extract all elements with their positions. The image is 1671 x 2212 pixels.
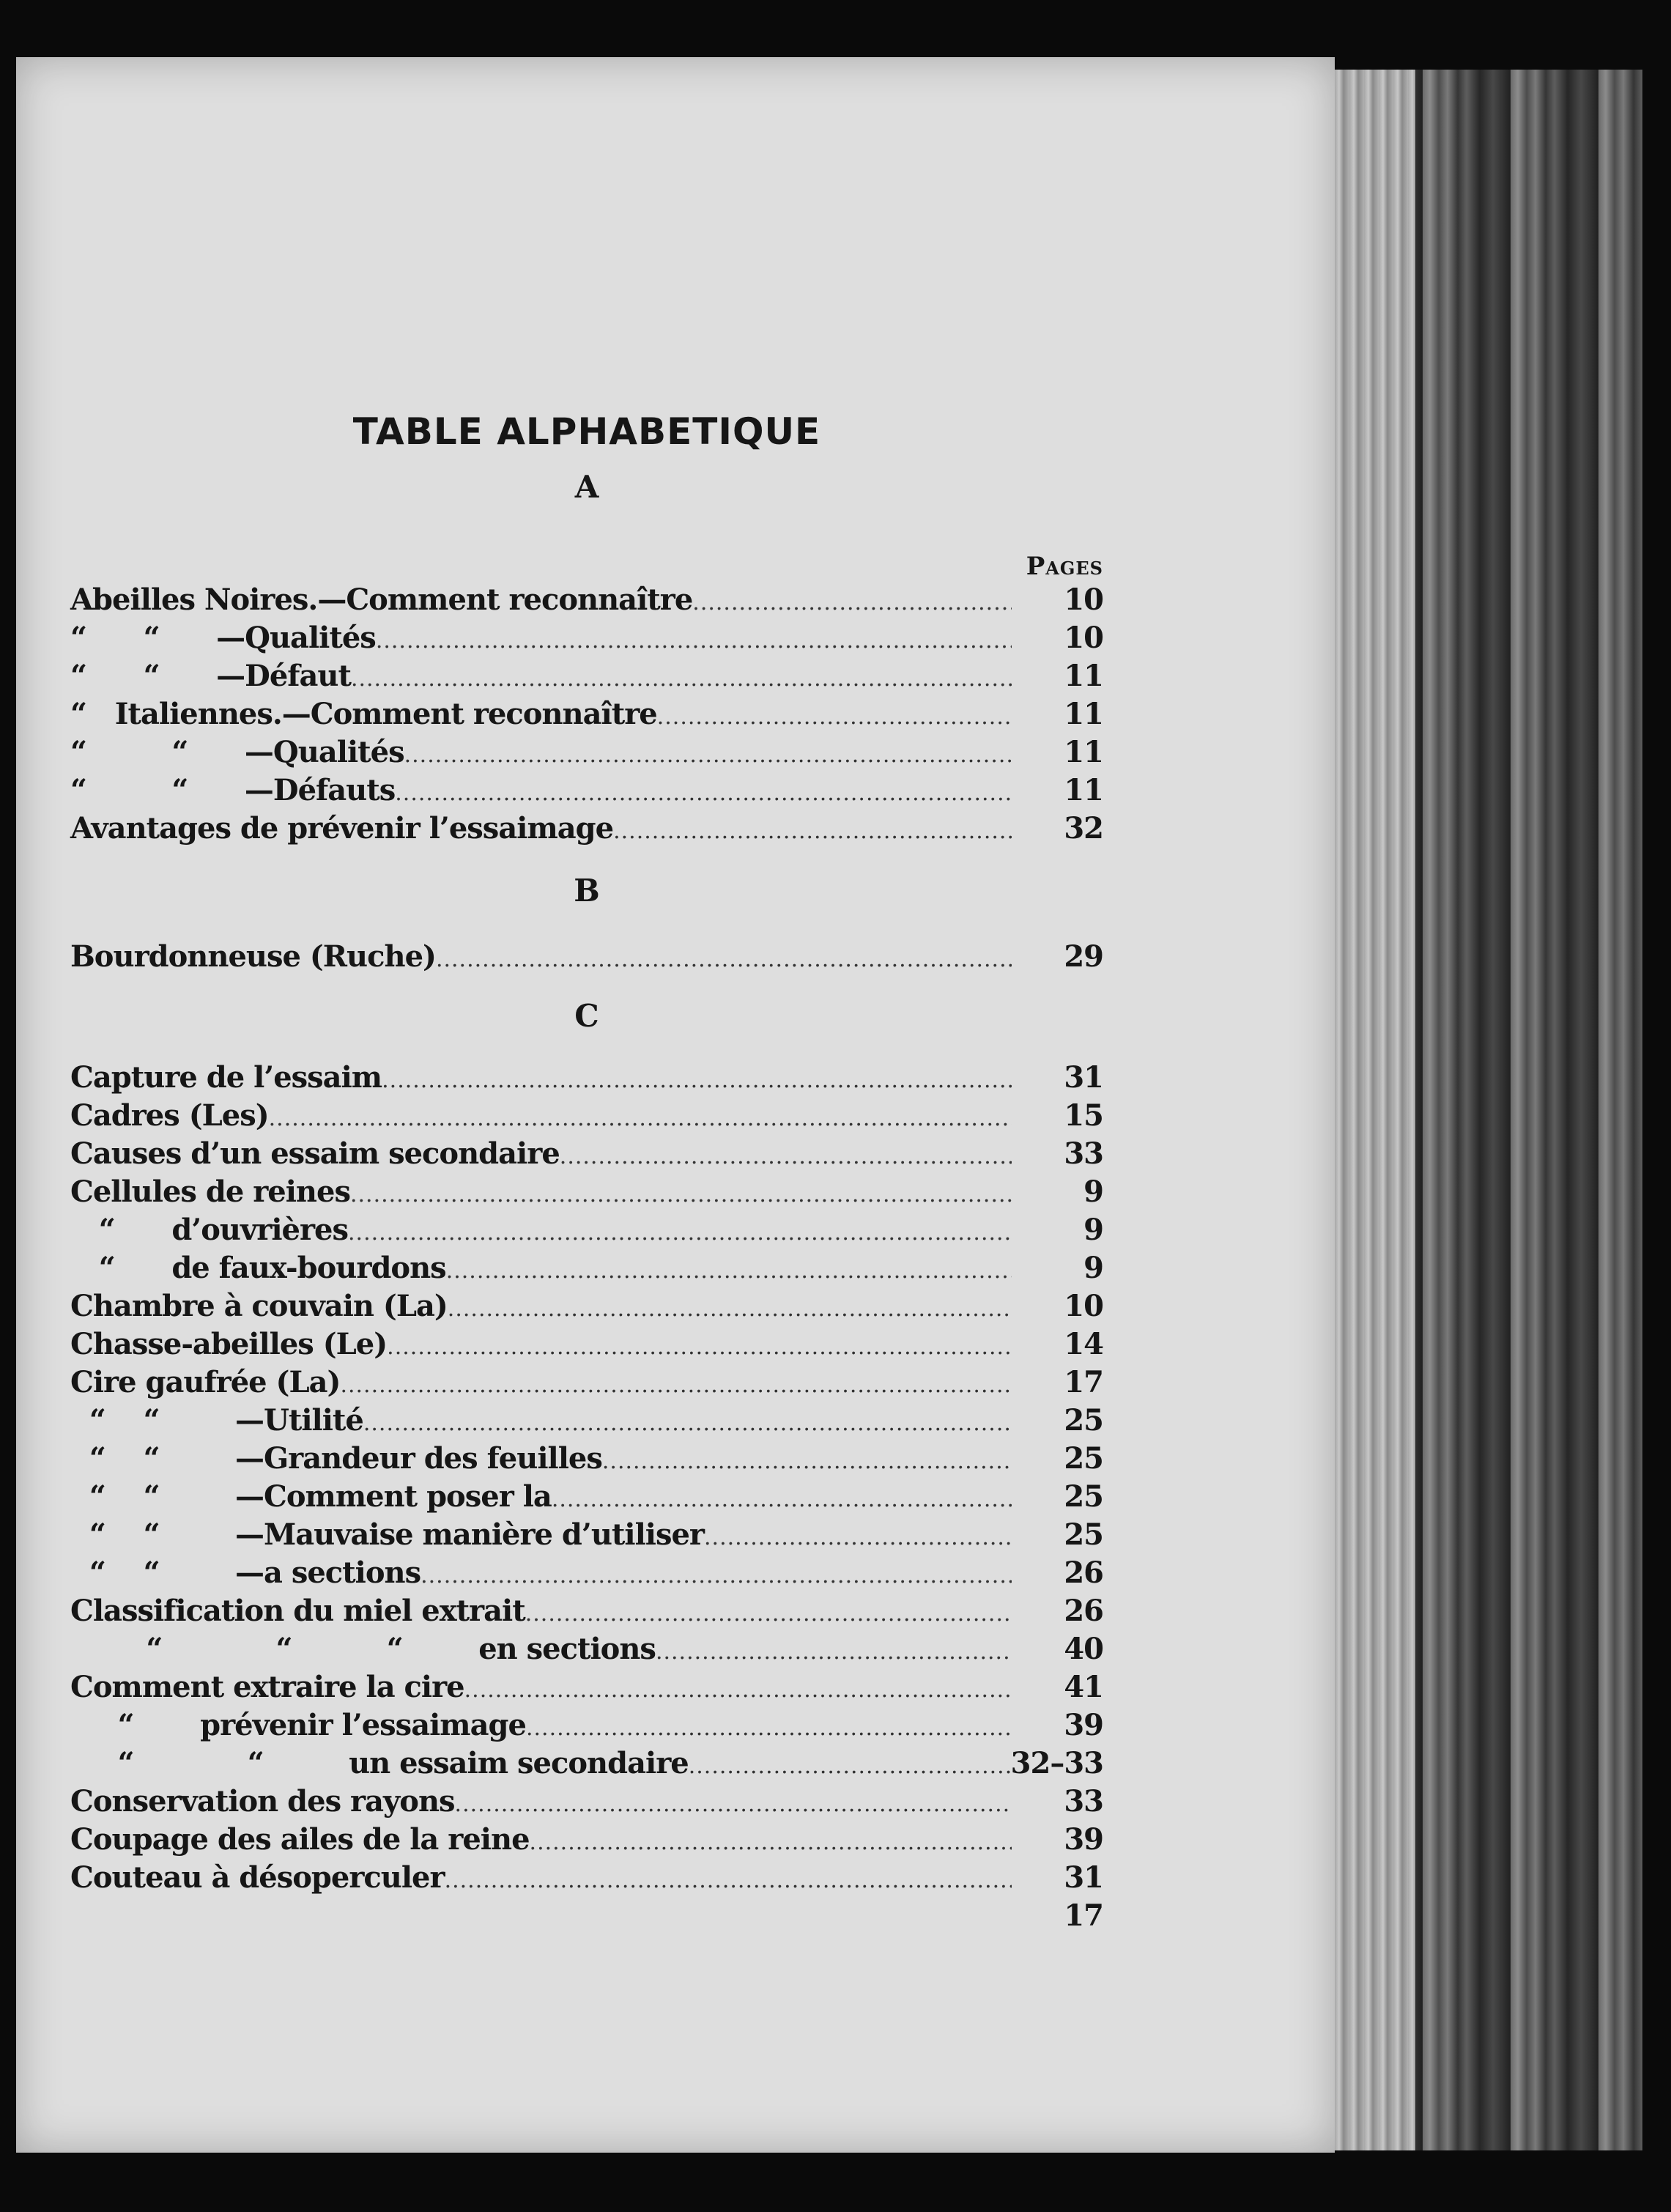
index-entry: [70, 619, 1103, 657]
index-entry: [70, 1402, 1103, 1440]
index-entry: [70, 1668, 1103, 1706]
index-entry: [70, 1287, 1103, 1325]
index-content: [70, 410, 1103, 1935]
index-entry-page: 17: [1064, 1365, 1103, 1399]
dot-leader: [613, 813, 1012, 851]
index-entry: [70, 1859, 1103, 1897]
index-entry-page: 31: [1064, 1060, 1103, 1095]
index-entry-page: 33: [1064, 1136, 1103, 1171]
index-entry: [70, 1325, 1103, 1364]
index-entry-text: “ “ —Comment poser la: [70, 1479, 552, 1514]
index-entry-text: Avantages de prévenir l’essaimage: [70, 811, 614, 846]
page-edges-light: [1335, 70, 1415, 2150]
index-entry-text: “ “ —Utilité: [70, 1403, 363, 1438]
index-entry-text: “ prévenir l’essaimage: [70, 1708, 526, 1742]
index-entry-text: “ “ —Qualités: [70, 621, 376, 655]
index-entry: [70, 657, 1103, 695]
dot-leader: [363, 1405, 1012, 1443]
index-entry: [70, 1706, 1103, 1745]
index-entry-page: 33: [1064, 1784, 1103, 1819]
index-entry-page: 17: [1064, 1898, 1103, 1933]
dot-leader: [689, 1747, 1011, 1786]
index-entry-page: 15: [1064, 1098, 1103, 1133]
dot-leader: [340, 1366, 1012, 1405]
index-entry-text: Classification du miel extrait: [70, 1594, 525, 1628]
index-entry-text: Cire gaufrée (La): [70, 1365, 341, 1399]
index-entry-page: 11: [1064, 659, 1103, 693]
dot-leader: [387, 1328, 1012, 1366]
index-entry-text: Chambre à couvain (La): [70, 1289, 448, 1323]
dot-leader: [376, 622, 1012, 660]
index-entry: [70, 938, 1103, 976]
dot-leader: [446, 1252, 1012, 1290]
index-entry-page: 10: [1064, 582, 1103, 617]
dot-leader: [455, 1786, 1012, 1824]
pages-column-header: Pages: [1026, 552, 1103, 581]
index-entry-text: “ “ —Qualités: [70, 735, 404, 769]
index-entry: [70, 1135, 1103, 1173]
page-title: TABLE ALPHABETIQUE: [352, 410, 821, 453]
index-entry-text: “ d’ouvrières: [70, 1213, 348, 1247]
index-entry-page: 31: [1064, 1860, 1103, 1895]
index-entry-page: 14: [1064, 1327, 1103, 1361]
section-a-entries: [70, 581, 1103, 848]
dot-leader: [692, 584, 1012, 622]
index-entry: [70, 1173, 1103, 1211]
dot-leader: [464, 1671, 1012, 1709]
index-entry: [70, 695, 1103, 733]
dot-leader: [448, 1290, 1012, 1328]
index-entry: [70, 1364, 1103, 1402]
index-entry: [70, 1059, 1103, 1097]
index-entry-page: 40: [1064, 1632, 1103, 1666]
index-entry-page: 26: [1064, 1556, 1103, 1590]
index-entry-text: Bourdonneuse (Ruche): [70, 939, 436, 974]
index-entry-text: “ “ —Défauts: [70, 773, 396, 807]
index-entry-page: 29: [1064, 939, 1103, 974]
index-entry: [70, 772, 1103, 810]
index-entry-text: Abeilles Noires.—Comment reconnaître: [70, 582, 693, 617]
index-entry-page: 10: [1064, 1289, 1103, 1323]
dot-leader: [404, 736, 1012, 774]
index-entry-text: Couteau à désoperculer: [70, 1860, 445, 1895]
index-entry: [70, 1211, 1103, 1249]
index-entry-text: Causes d’un essaim secondaire: [70, 1136, 560, 1171]
dot-leader: [656, 1633, 1012, 1671]
dot-leader: [530, 1824, 1012, 1862]
index-entry-page: 25: [1064, 1517, 1103, 1552]
index-entry-page: 39: [1064, 1822, 1103, 1857]
index-entry-page: 9: [1083, 1251, 1103, 1285]
index-entry-page: 26: [1064, 1594, 1103, 1628]
section-letter-a: A: [574, 469, 599, 505]
index-entry-page: 11: [1064, 735, 1103, 769]
dot-leader: [704, 1519, 1012, 1557]
index-entry: [70, 1554, 1103, 1592]
index-entry: [70, 1249, 1103, 1287]
index-entry: [70, 1592, 1103, 1630]
dot-leader: [552, 1481, 1012, 1519]
index-entry-text: Capture de l’essaim: [70, 1060, 382, 1095]
index-entry-page: 25: [1064, 1403, 1103, 1438]
index-entry-page: 25: [1064, 1479, 1103, 1514]
index-entry-page: 11: [1064, 773, 1103, 807]
index-entry-text: Comment extraire la cire: [70, 1670, 464, 1704]
index-entry-page: 32: [1064, 811, 1103, 846]
index-entry-page: 9: [1083, 1175, 1103, 1209]
dot-leader: [657, 698, 1012, 736]
index-entry: [70, 1478, 1103, 1516]
dot-leader: [436, 941, 1012, 979]
index-entry-text: Coupage des ailes de la reine: [70, 1822, 530, 1857]
index-entry-page: 32–33: [1010, 1746, 1103, 1780]
dot-leader: [420, 1557, 1012, 1595]
index-entry-text: Cellules de reines: [70, 1175, 350, 1209]
section-c-entries: [70, 1059, 1103, 1935]
index-entry: [70, 1630, 1103, 1668]
dot-leader: [525, 1595, 1012, 1633]
index-entry-text: Conservation des rayons: [70, 1784, 455, 1819]
section-letter-c: C: [574, 998, 599, 1034]
dot-leader: [602, 1443, 1012, 1481]
index-entry: [70, 581, 1103, 619]
dot-leader: [351, 660, 1012, 698]
index-entry-text: “ “ —a sections: [70, 1556, 421, 1590]
index-entry-text: “ de faux-bourdons: [70, 1251, 446, 1285]
index-entry-page: 10: [1064, 621, 1103, 655]
index-entry-page: 11: [1064, 697, 1103, 731]
trailing-page-number: [70, 1897, 1103, 1935]
index-entry: [70, 1821, 1103, 1859]
index-entry-text: “ “ un essaim secondaire: [70, 1746, 689, 1780]
index-entry-page: 41: [1064, 1670, 1103, 1704]
index-entry: [70, 1516, 1103, 1554]
section-b-entries: [70, 938, 1103, 976]
index-entry-text: “ Italiennes.—Comment reconnaître: [70, 697, 657, 731]
index-entry: [70, 733, 1103, 772]
index-entry-text: “ “ “ en sections: [70, 1632, 656, 1666]
index-entry-text: “ “ —Mauvaise manière d’utiliser: [70, 1517, 705, 1552]
index-entry: [70, 1745, 1103, 1783]
index-entry-text: “ “ —Grandeur des feuilles: [70, 1441, 602, 1476]
index-entry: [70, 1440, 1103, 1478]
dot-leader: [395, 774, 1012, 813]
index-entry-text: Chasse-abeilles (Le): [70, 1327, 388, 1361]
dot-leader: [382, 1062, 1012, 1100]
section-letter-b: B: [574, 873, 600, 909]
dot-leader: [350, 1176, 1012, 1214]
dot-leader: [348, 1214, 1012, 1252]
dot-leader: [560, 1138, 1012, 1176]
dot-leader: [269, 1100, 1012, 1138]
index-entry-page: 9: [1083, 1213, 1103, 1247]
index-entry: [70, 1097, 1103, 1135]
dot-leader: [445, 1862, 1012, 1900]
index-entry: [70, 810, 1103, 848]
index-entry-page: 25: [1064, 1441, 1103, 1476]
dot-leader: [526, 1709, 1012, 1747]
index-entry-page: 39: [1064, 1708, 1103, 1742]
index-entry-text: “ “ —Défaut: [70, 659, 351, 693]
index-entry-text: Cadres (Les): [70, 1098, 269, 1133]
index-entry: [70, 1783, 1103, 1821]
